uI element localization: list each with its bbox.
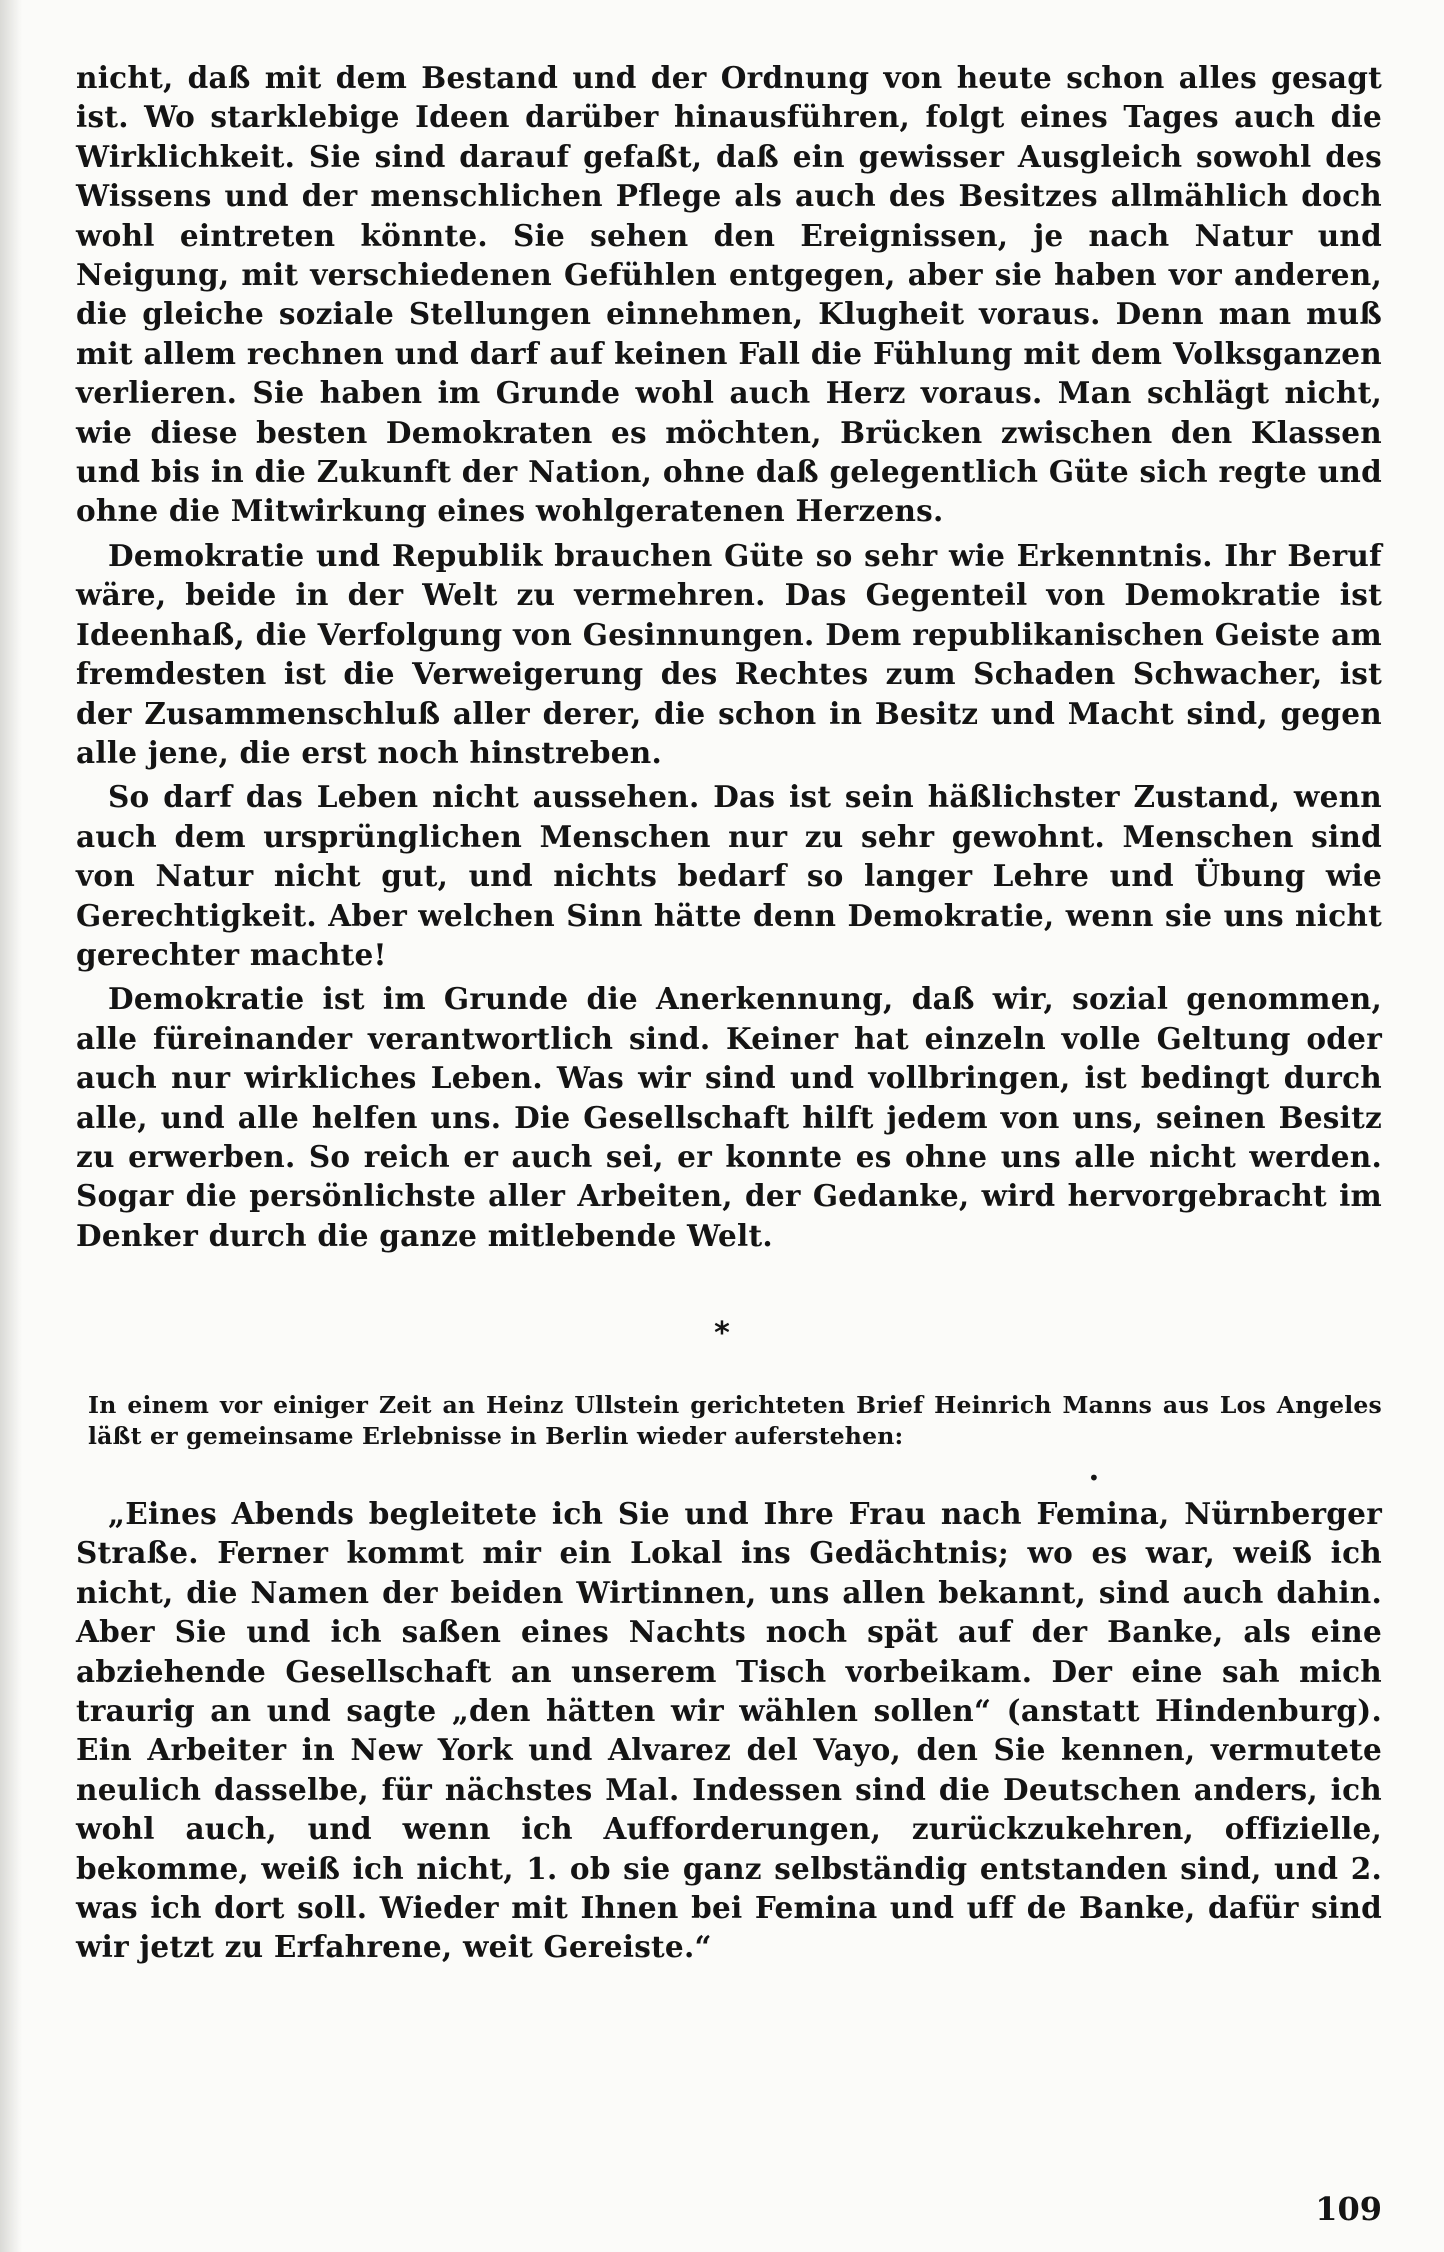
paragraph-1: nicht, daß mit dem Bestand und der Ordnung von heute schon alles gesagt ist. Wo starklebige Ideen darüber hinausführen, folgt eines Tages auch die Wirklichkeit. Sie sind darauf gefaßt, daß ein gewisser Ausgleich sowohl des Wissens und der menschlichen Pflege als auch des Besitzes allmählich doch wohl eintreten könnte. Sie sehen den Ereignissen, je nach Natur und Neigung, mit verschiedenen Gefühlen entgegen, aber sie haben vor anderen, die gleiche soziale Stellungen einnehmen, Klugheit voraus. Denn man muß mit allem rechnen und darf auf keinen Fall die Fühlung mit dem Volksganzen verlieren. Sie haben im Grunde wohl auch Herz voraus. Man schlägt nicht, wie diese besten Demokraten es möchten, Brücken zwischen den Klassen und bis in die Zukunft der Nation, ohne daß gelegentlich Güte sich regte und ohne die Mitwirkung eines wohlgeratenen Herzens. [76,60,1382,529]
print-speck: • [1088,1466,1100,1490]
letter-quote [76,1494,1382,1967]
paragraph-4: Demokratie ist im Grunde die Anerkennung, daß wir, sozial genommen, alle füreinander verantwortlich sind. Keiner hat einzeln volle Geltung oder auch nur wirkliches Leben. Was wir sind und vollbringen, ist bedingt durch alle, und alle helfen uns. Die Gesellschaft hilft jedem von uns, seinen Besitz zu erwerben. So reich er auch sei, er konnte es ohne uns alle nicht werden. Sogar die persönlichste aller Arbeiten, der Gedanke, wird hervorgebracht im Denker durch die ganze mitlebende Welt. [76,981,1382,1253]
letter-text: „Eines Abends begleitete ich Sie und Ihre Frau nach Femina, Nürnberger Straße. Ferner kommt mir ein Lokal ins Gedächtnis; wo es war, weiß ich nicht, die Namen der beiden Wirtinnen, uns allen bekannt, sind auch dahin. Aber Sie und ich saßen eines Nachts noch spät auf der Banke, als eine abziehende Gesellschaft an unserem Tisch vorbeikam. Der eine sah mich traurig an und sagte „den hätten wir wählen sollen“ (anstatt Hindenburg). Ein Arbeiter in New York und Alvarez del Vayo, den Sie kennen, vermutete neulich dasselbe, für nächstes Mal. Indessen sind die Deutschen anders, ich wohl auch, und wenn ich Aufforderungen, zurückzukehren, offizielle, bekomme, weiß ich nicht, 1. ob sie ganz selbständig entstanden sind, und 2. was ich dort soll. Wieder mit Ihnen bei Femina und uff de Banke, dafür sind wir jetzt zu Erfahrene, weit Gereiste.“ [76,1496,1382,1965]
paragraph-3: So darf das Leben nicht aussehen. Das ist sein häßlichster Zustand, wenn auch dem ursprünglichen Menschen nur zu sehr gewohnt. Menschen sind von Natur nicht gut, und nichts bedarf so langer Lehre und Übung wie Gerechtigkeit. Aber welchen Sinn hätte denn Demokratie, wenn sie uns nicht gerechter machte! [76,779,1382,972]
section-separator-star: * [714,1316,730,1351]
page-gutter-shadow [0,0,22,2252]
letter-introduction: In einem vor einiger Zeit an Heinz Ullstein gerichteten Brief Heinrich Manns aus Los Angeles läßt er gemeinsame Erlebnisse in Berlin wieder auferstehen: [88,1391,1382,1450]
paragraph-2: Demokratie und Republik brauchen Güte so sehr wie Erkenntnis. Ihr Beruf wäre, beide in der Welt zu vermehren. Das Gegenteil von Demokratie ist Ideenhaß, die Verfolgung von Gesinnungen. Dem republikanischen Geiste am fremdesten ist die Verweigerung des Rechtes zum Schaden Schwacher, ist der Zusammenschluß aller derer, die schon in Besitz und Macht sind, gegen alle jene, die erst noch hinstreben. [76,537,1382,770]
main-text [76,58,1382,1260]
page-number: 109 [1315,2190,1382,2228]
